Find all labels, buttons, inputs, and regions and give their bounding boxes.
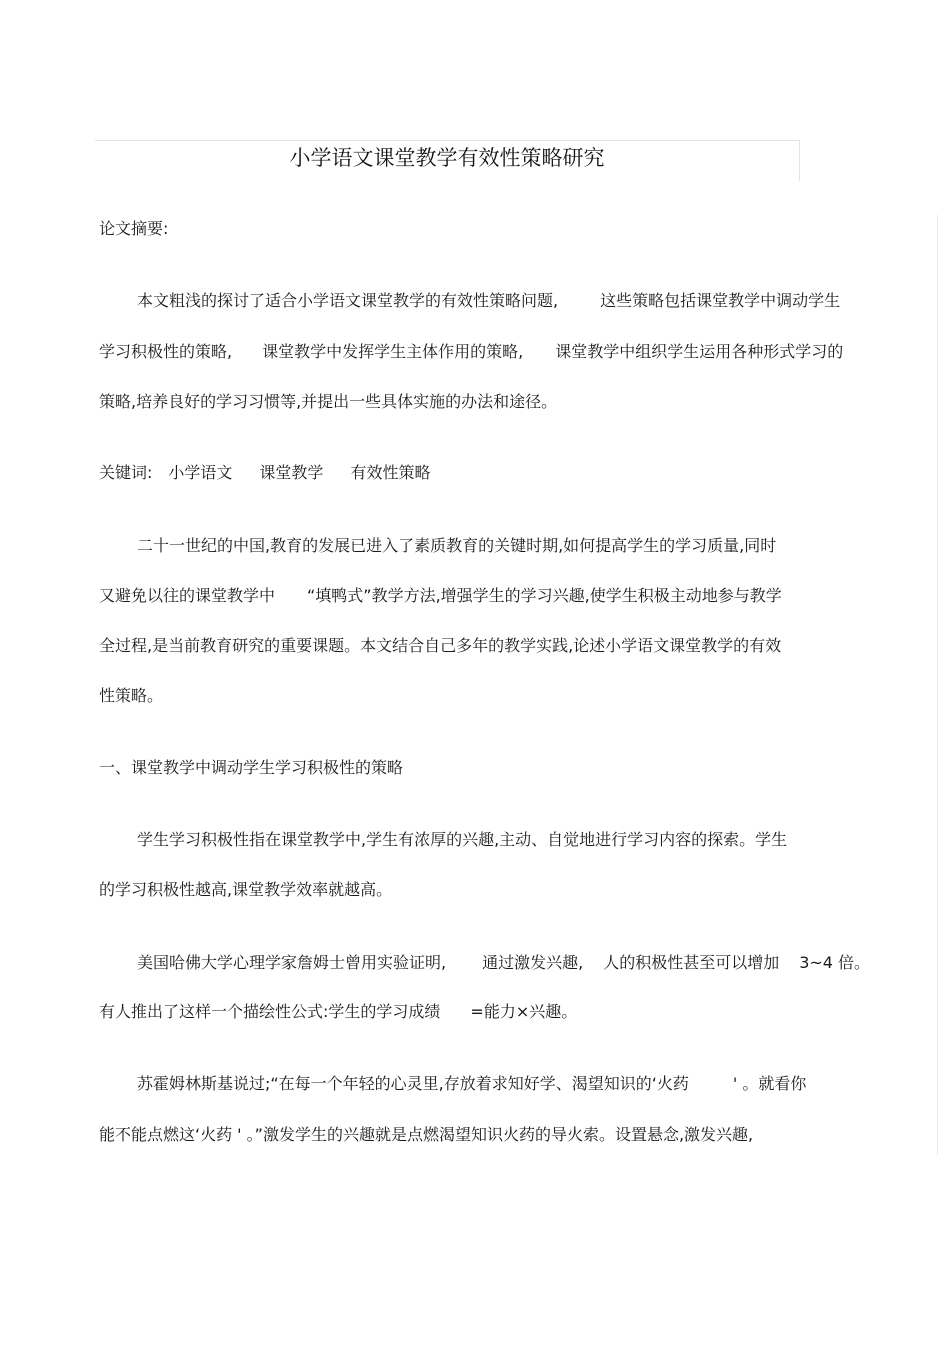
para-3-line-2: 能不能点燃这‘火药 ' 。”激发学生的兴趣就是点燃渴望知识火药的导火索。设置悬念,激发兴趣,	[99, 1125, 754, 1144]
para-2-line-2	[99, 1001, 577, 1023]
abstract-text: 课堂教学中组织学生运用各种形式学习的	[555, 342, 844, 361]
abstract-line-2	[99, 341, 843, 363]
intro-text: “填鸭式”教学方法,增强学生的学习兴趣,使学生积极主动地参与教学	[307, 586, 782, 605]
abstract-heading: 论文摘要:	[99, 219, 169, 238]
keywords-label: 关键词:	[99, 463, 153, 482]
intro-line-2	[99, 585, 782, 607]
abstract-text: 本文粗浅的探讨了适合小学语文课堂教学的有效性策略问题,	[137, 291, 559, 310]
para-text: ' 。就看你	[732, 1074, 807, 1093]
abstract-text: 这些策略包括课堂教学中调动学生	[600, 291, 841, 310]
para-2-line-1	[137, 952, 870, 974]
para-text: 苏霍姆林斯基说过;“在每一个年轻的心灵里,存放着求知好学、渴望知识的‘火药	[137, 1074, 689, 1093]
abstract-line-3: 策略,培养良好的学习习惯等,并提出一些具体实施的办法和途径。	[99, 392, 558, 411]
keywords-line	[99, 462, 430, 484]
intro-text: 又避免以往的课堂教学中	[99, 586, 276, 605]
intro-line-1: 二十一世纪的中国,教育的发展已进入了素质教育的关键时期,如何提高学生的学习质量,同时	[137, 536, 777, 555]
document-title: 小学语文课堂教学有效性策略研究	[289, 146, 605, 170]
section-1-heading: 一、课堂教学中调动学生学习积极性的策略	[99, 758, 404, 777]
keyword: 有效性策略	[350, 463, 431, 482]
keyword: 课堂教学	[259, 463, 324, 482]
margin-rule	[937, 215, 938, 1155]
keyword: 小学语文	[168, 463, 233, 482]
abstract-text: 课堂教学中发挥学生主体作用的策略,	[262, 342, 524, 361]
abstract-line-1	[137, 290, 840, 312]
para-1-line-2: 的学习积极性越高,课堂教学效率就越高。	[99, 880, 393, 899]
para-text: 美国哈佛大学心理学家詹姆士曾用实验证明,	[137, 953, 447, 972]
para-text: =能力×兴趣。	[470, 1002, 578, 1021]
para-3-line-1	[137, 1073, 806, 1095]
para-text: 通过激发兴趣,	[482, 953, 584, 972]
intro-line-3: 全过程,是当前教育研究的重要课题。本文结合自己多年的教学实践,论述小学语文课堂教学的有效	[99, 636, 782, 655]
intro-line-4: 性策略。	[99, 686, 164, 705]
para-text: 人的积极性甚至可以增加	[603, 953, 780, 972]
para-1-line-1: 学生学习积极性指在课堂教学中,学生有浓厚的兴趣,主动、自觉地进行学习内容的探索。学生	[137, 830, 788, 849]
abstract-text: 学习积极性的策略,	[99, 342, 233, 361]
para-text: 有人推出了这样一个描绘性公式:学生的学习成绩	[99, 1002, 441, 1021]
para-text: 3~4 倍。	[799, 953, 871, 972]
